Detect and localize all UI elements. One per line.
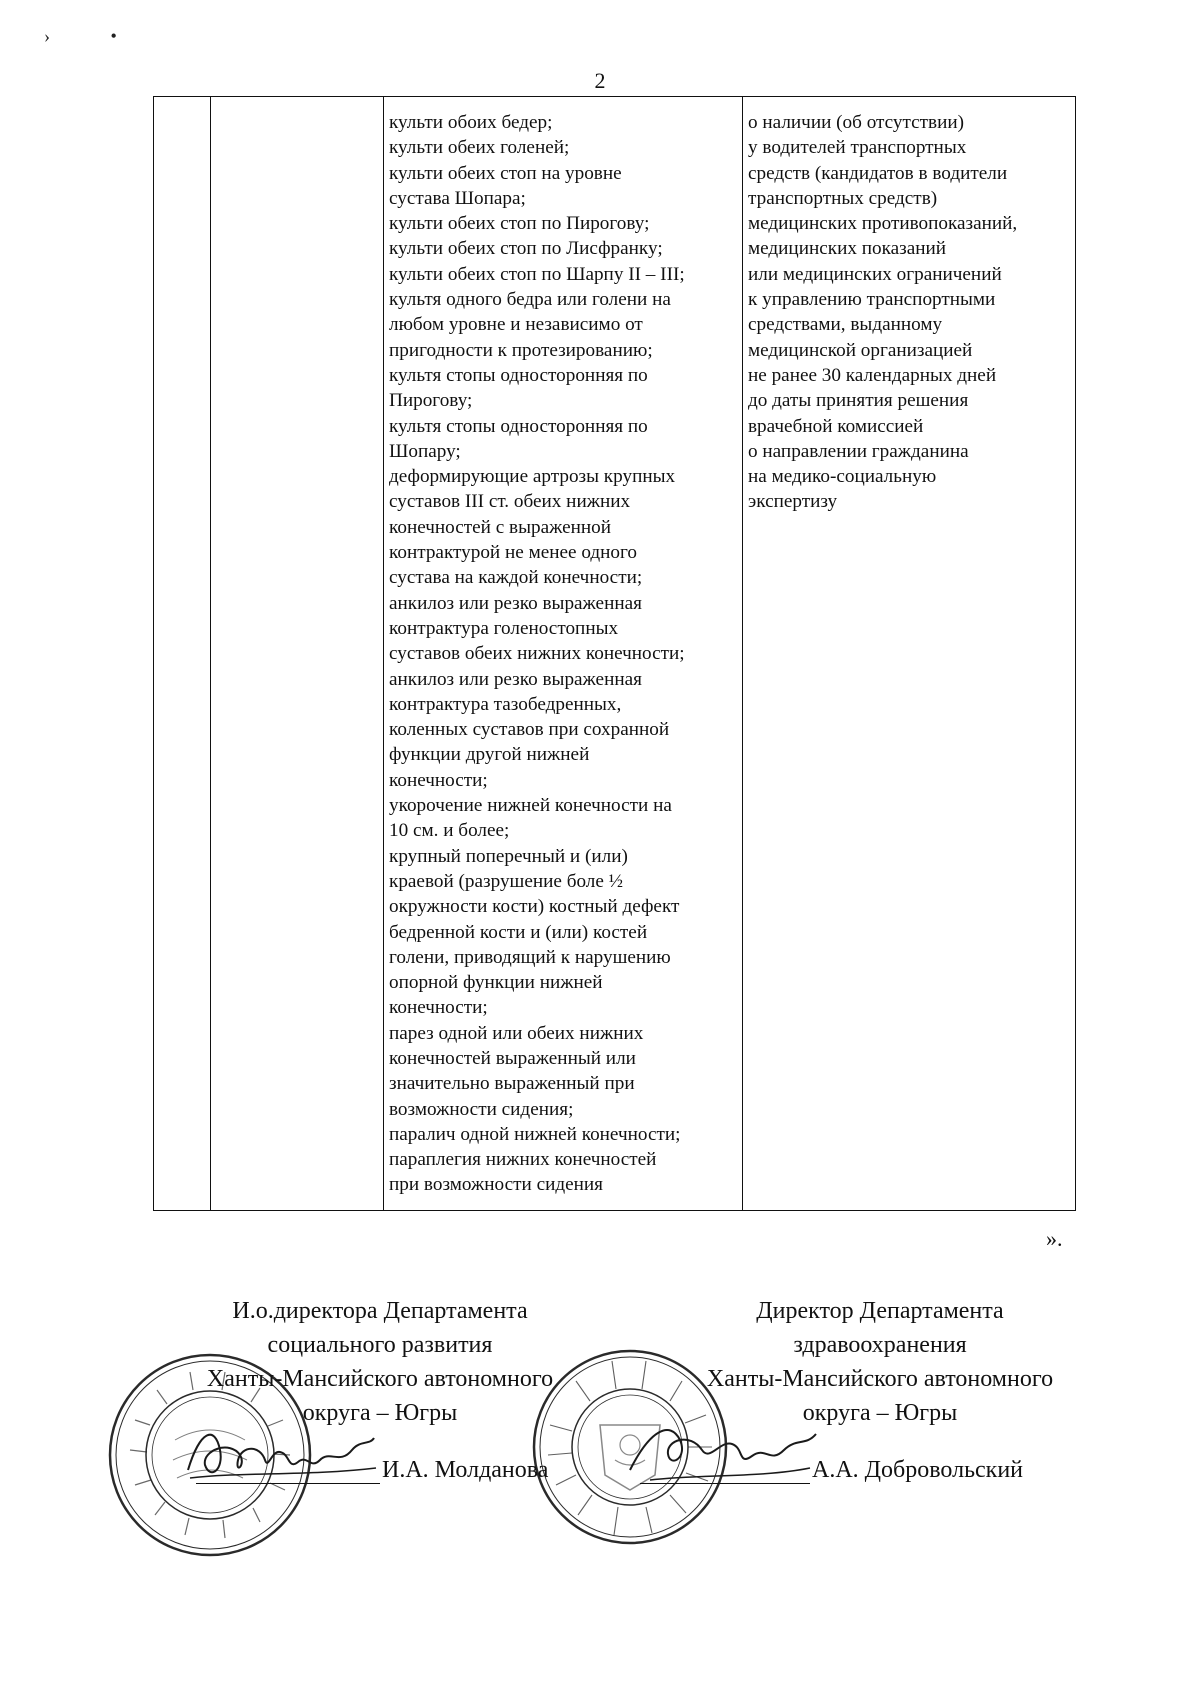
- signatory-left-line3: Ханты-Мансийского автономного: [206, 1366, 554, 1392]
- document-line: средств (кандидатов в водители: [748, 162, 1008, 184]
- condition-line: укорочение нижней конечности на: [389, 795, 672, 817]
- condition-line: сустава на каждой конечности;: [389, 567, 643, 589]
- condition-line: параплегия нижних конечностей: [389, 1149, 657, 1171]
- condition-line: культя одного бедра или голени на: [389, 289, 671, 311]
- condition-line: культи обеих голеней;: [389, 137, 570, 159]
- signatory-left-line1: И.о.директора Департамента: [232, 1298, 528, 1324]
- document-line: транспортных средств): [748, 187, 938, 209]
- signature-line-right: [640, 1483, 810, 1484]
- handwritten-signature-left: [180, 1420, 380, 1490]
- signatory-left-line4: округа – Югры: [302, 1400, 458, 1426]
- condition-line: конечности;: [389, 769, 488, 791]
- table-cell-number: [154, 97, 211, 1211]
- signatory-right-line1: Директор Департамента: [756, 1298, 1004, 1324]
- signature-line-left: [196, 1483, 380, 1484]
- table-cell-documents: [743, 97, 1076, 1211]
- condition-line: голени, приводящий к нарушению: [389, 946, 671, 968]
- signatory-left-line2: социального развития: [267, 1332, 493, 1358]
- condition-line: окружности кости) костный дефект: [389, 896, 680, 918]
- condition-line: конечностей выраженный или: [389, 1047, 636, 1069]
- table-cell-category: [211, 97, 384, 1211]
- signatory-right-name: А.А. Добровольский: [812, 1457, 1024, 1483]
- page-number: 2: [594, 68, 606, 93]
- condition-line: опорной функции нижней: [389, 972, 603, 994]
- condition-line: функции другой нижней: [389, 744, 590, 766]
- document-table: [153, 96, 1076, 1211]
- document-line: не ранее 30 календарных дней: [748, 364, 997, 386]
- table-row: [154, 97, 1076, 1211]
- document-line: о направлении гражданина: [748, 440, 969, 462]
- condition-line: культи обоих бедер;: [389, 112, 553, 133]
- document-line: медицинских противопоказаний,: [748, 213, 1018, 235]
- condition-line: возможности сидения;: [389, 1098, 574, 1120]
- document-line: у водителей транспортных: [748, 137, 967, 159]
- signatory-left-title: [150, 1294, 610, 1430]
- document-line: средствами, выданному: [748, 314, 943, 336]
- document-line: экспертизу: [748, 491, 838, 513]
- condition-line: анкилоз или резко выраженная: [389, 668, 642, 690]
- scan-marks: › •: [44, 26, 145, 46]
- condition-line: контрактурой не менее одного: [389, 542, 637, 564]
- conditions-text: [384, 97, 742, 1198]
- document-line: до даты принятия решения: [748, 390, 969, 412]
- condition-line: суставов обеих нижних конечности;: [389, 643, 685, 665]
- condition-line: сустава Шопара;: [389, 187, 526, 209]
- condition-line: суставов III ст. обеих нижних: [389, 491, 631, 513]
- condition-line: конечностей с выраженной: [389, 516, 612, 538]
- document-line: на медико-социальную: [748, 466, 937, 488]
- condition-line: культи обеих стоп на уровне: [389, 162, 622, 184]
- condition-line: коленных суставов при сохранной: [389, 719, 670, 741]
- condition-line: культи обеих стоп по Пирогову;: [389, 213, 650, 235]
- condition-line: паралич одной нижней конечности;: [389, 1123, 681, 1145]
- condition-line: краевой (разрушение боле ½: [389, 870, 624, 892]
- document-line: к управлению транспортными: [748, 289, 996, 311]
- condition-line: анкилоз или резко выраженная: [389, 592, 642, 614]
- signatory-right-line4: округа – Югры: [802, 1400, 958, 1426]
- document-line: или медицинских ограничений: [748, 263, 1002, 285]
- signatory-right-line2: здравоохранения: [793, 1332, 967, 1358]
- condition-line: культя стопы односторонняя по: [389, 415, 648, 437]
- condition-line: Шопару;: [389, 440, 461, 462]
- signatory-right-line3: Ханты-Мансийского автономного: [706, 1366, 1054, 1392]
- condition-line: при возможности сидения: [389, 1174, 604, 1196]
- condition-line: любом уровне и независимо от: [389, 314, 643, 336]
- condition-line: контрактура тазобедренных,: [389, 693, 622, 715]
- condition-line: конечности;: [389, 997, 488, 1019]
- document-line: врачебной комиссией: [748, 415, 924, 437]
- condition-line: значительно выраженный при: [389, 1073, 635, 1095]
- signatory-left-name: И.А. Молданова: [382, 1457, 549, 1483]
- condition-line: деформирующие артрозы крупных: [389, 466, 676, 488]
- table-cell-conditions: [384, 97, 743, 1211]
- condition-line: культи обеих стоп по Шарпу II – III;: [389, 263, 685, 285]
- condition-line: контрактура голеностопных: [389, 617, 619, 639]
- condition-line: культя стопы односторонняя по: [389, 364, 648, 386]
- condition-line: крупный поперечный и (или): [389, 845, 628, 867]
- condition-line: пригодности к протезированию;: [389, 339, 653, 361]
- documents-text: [743, 97, 1075, 515]
- condition-line: 10 см. и более;: [389, 820, 510, 842]
- condition-line: парез одной или обеих нижних: [389, 1022, 644, 1044]
- closing-quote: ».: [1046, 1226, 1063, 1251]
- document-line: медицинских показаний: [748, 238, 947, 260]
- condition-line: бедренной кости и (или) костей: [389, 921, 648, 943]
- condition-line: Пирогову;: [389, 390, 473, 412]
- signatory-right-title: [640, 1294, 1120, 1430]
- condition-line: культи обеих стоп по Лисфранку;: [389, 238, 663, 260]
- document-line: медицинской организацией: [748, 339, 973, 361]
- document-line: о наличии (об отсутствии): [748, 112, 965, 133]
